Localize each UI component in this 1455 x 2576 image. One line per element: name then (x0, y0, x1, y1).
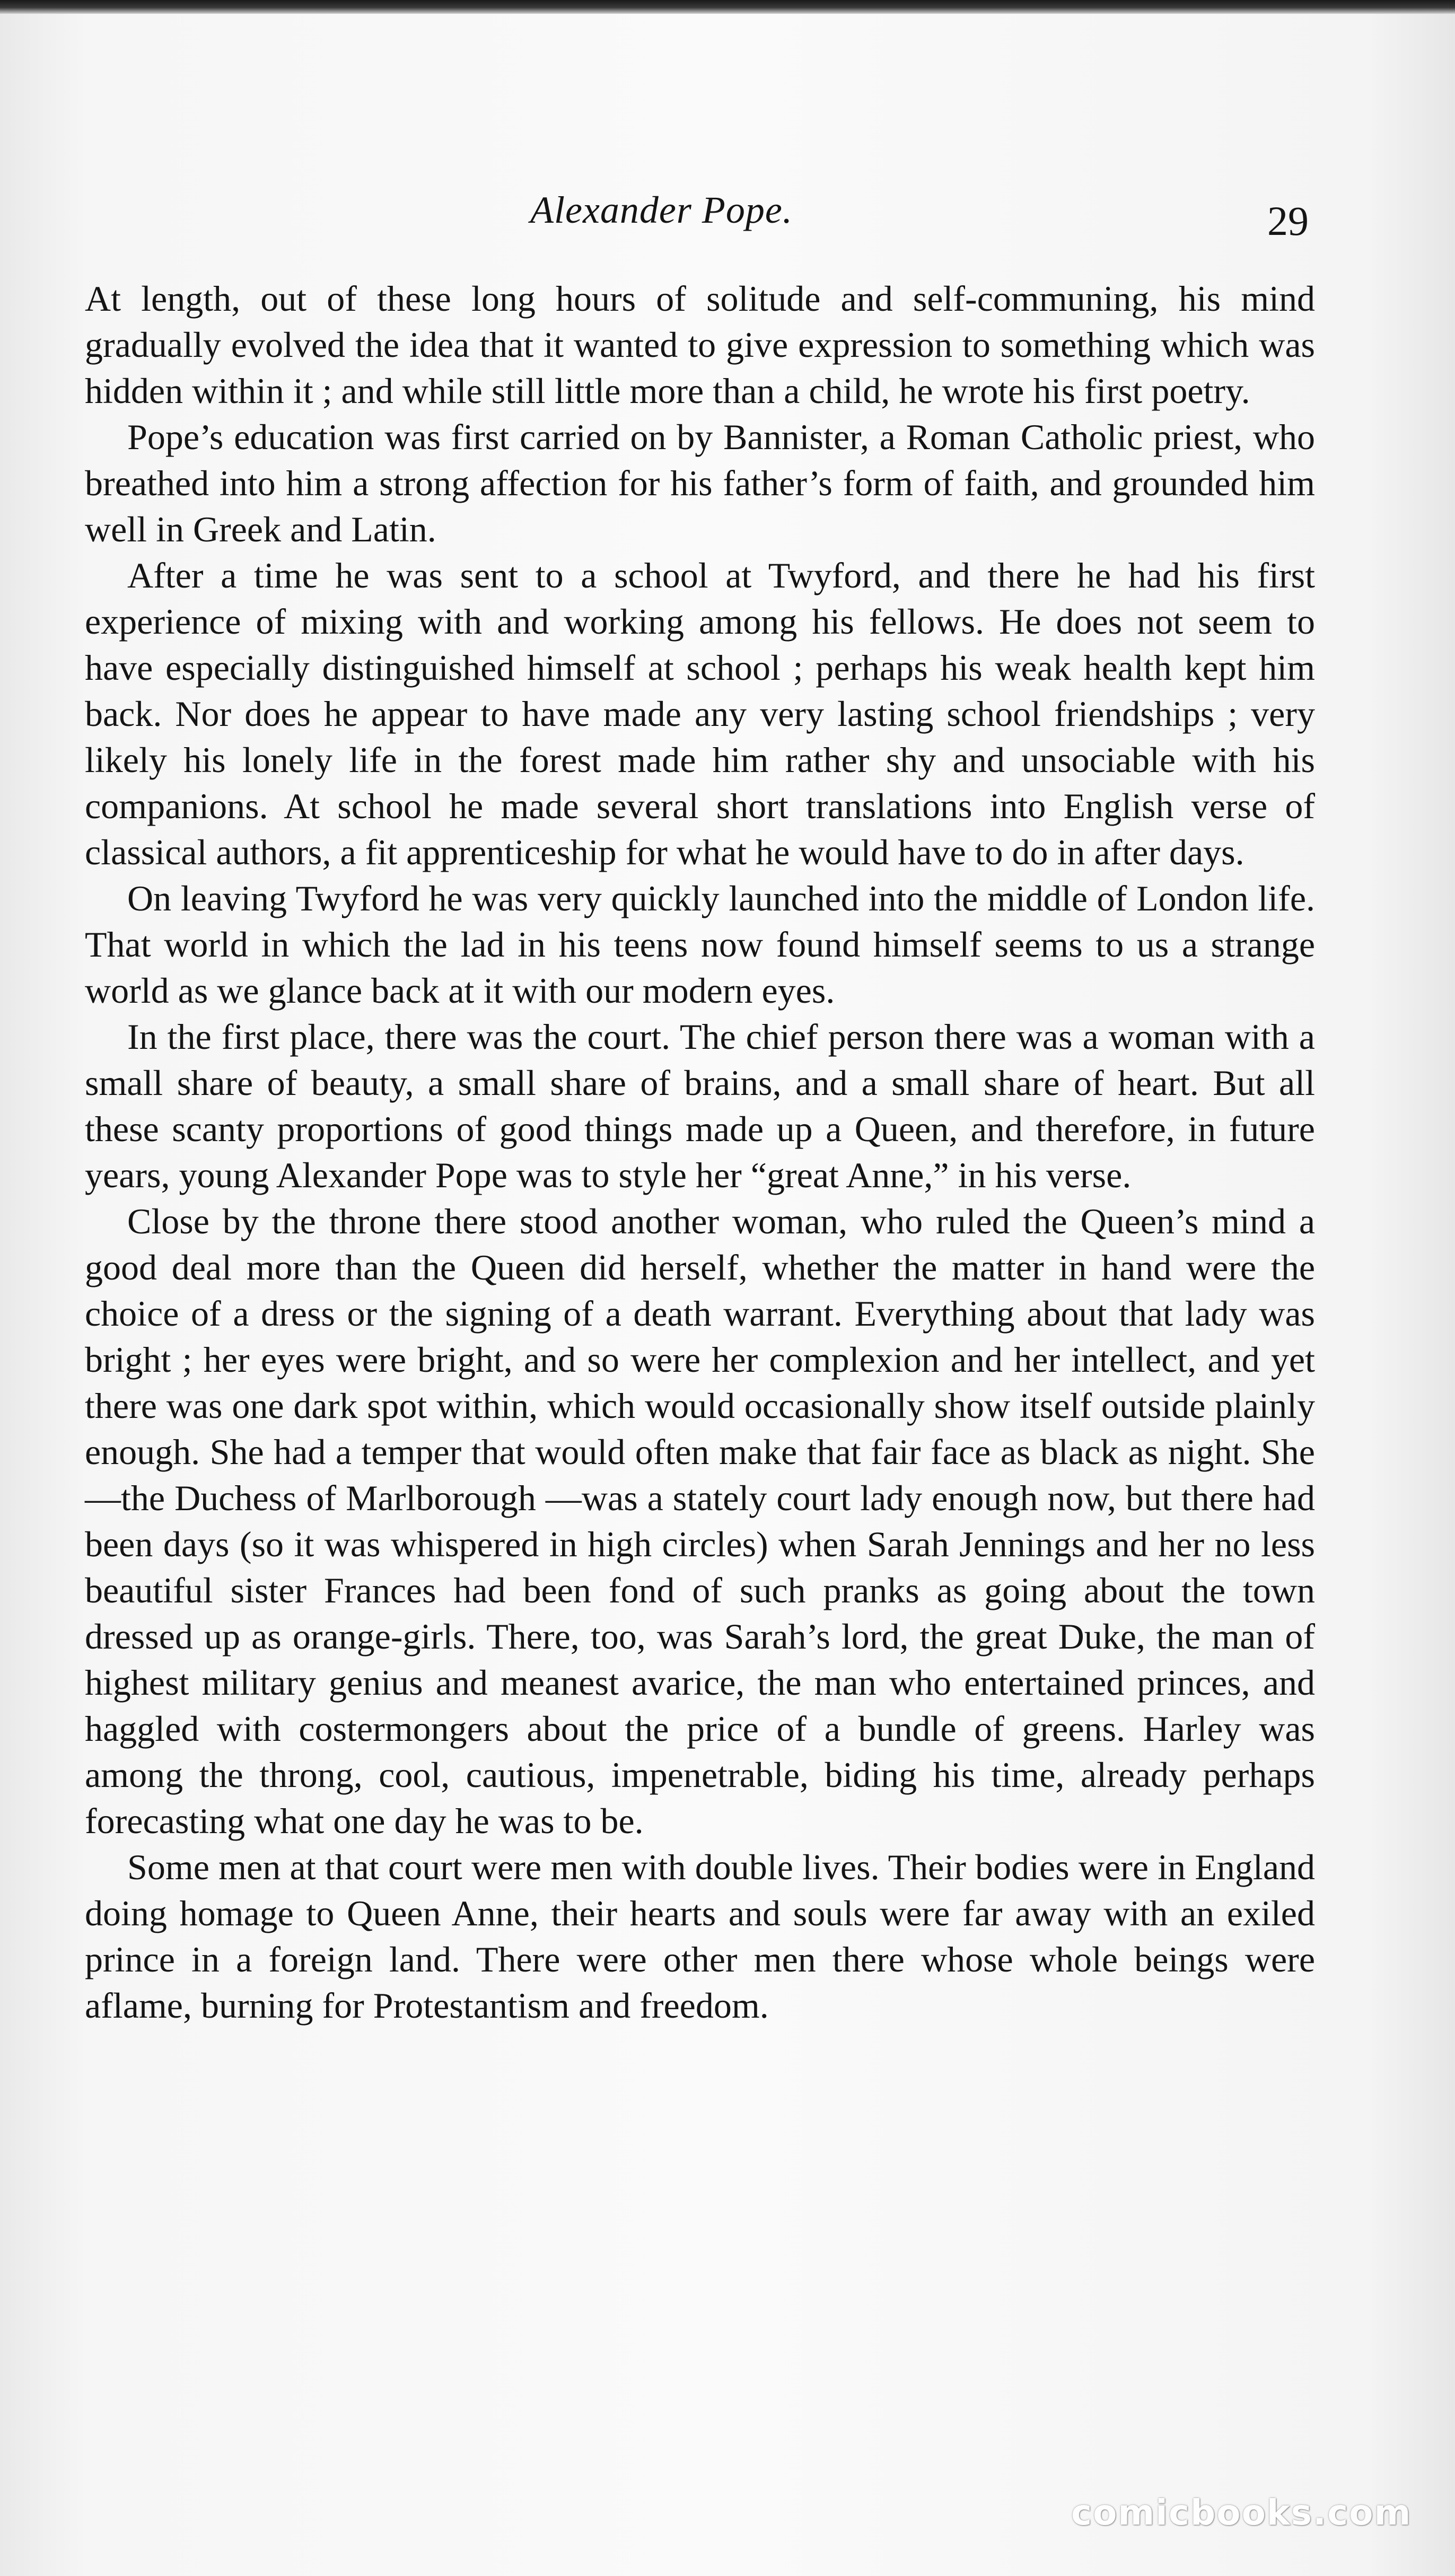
page-top-edge (0, 0, 1455, 14)
body-text (85, 276, 1315, 2029)
paragraph: Pope’s education was first carried on by Bannister, a Roman Catholic priest, who breathed into him a strong affection for his father’s form of faith, and grounded him well in Greek and Latin. (85, 417, 1315, 549)
paragraph: Close by the throne there stood another woman, who ruled the Queen’s mind a good deal more than the Queen did herself, whether the matter in hand were the choice of a dress or the signing of a death warrant. Everything about that lady was bright ; her eyes were bright, and so were her complexion and her intellect, and yet there was one dark spot within, which would occasionally show itself outside plainly enough. She had a temper that would often make that fair face as black as night. She—the Duchess of Marlborough —was a stately court lady enough now, but there had been days (so it was whispered in high circles) when Sarah Jennings and her no less beautiful sister Frances had been fond of such pranks as going about the town dressed up as orange-girls. There, too, was Sarah’s lord, the great Duke, the man of highest military genius and meanest avarice, the man who entertained princes, and haggled with costermongers about the price of a bundle of greens. Harley was among the throng, cool, cautious, impenetrable, biding his time, already perhaps forecasting what one day he was to be. (85, 1201, 1315, 1841)
paragraph: After a time he was sent to a school at Twyford, and there he had his first experience of mixing with and working among his fellows. He does not seem to have especially distinguished himself at school ; perhaps his weak health kept him back. Nor does he appear to have made any very lasting school friendships ; very likely his lonely life in the forest made him rather shy and unsociable with his companions. At school he made several short translations into English verse of classical authors, a fit apprenticeship for what he would have to do in after days. (85, 555, 1315, 872)
paragraph: Some men at that court were men with double lives. Their bodies were in England doing homage to Queen Anne, their hearts and souls were far away with an exiled prince in a foreign land. There were other men there whose whole beings were aflame, burning for Protestantism and freedom. (85, 1847, 1315, 2026)
page-number: 29 (1267, 198, 1309, 244)
running-head-title: Alexander Pope. (530, 189, 793, 231)
paragraph: At length, out of these long hours of solitude and self-communing, his mind gradually evolved the idea that it wanted to give expression to something which was hidden within it ; and while still little more than a child, he wrote his first poetry. (85, 278, 1315, 411)
watermark: comicbooks.com (1071, 2492, 1412, 2533)
paragraph: On leaving Twyford he was very quickly launched into the middle of London life. That world in which the lad in his teens now found himself seems to us a strange world as we glance back at it with our modern eyes. (85, 878, 1315, 1011)
paragraph: In the first place, there was the court. The chief person there was a woman with a small share of beauty, a small share of brains, and a small share of heart. But all these scanty proportions of good things made up a Queen, and therefore, in future years, young Alexander Pope was to style her “great Anne,” in his verse. (85, 1017, 1315, 1195)
